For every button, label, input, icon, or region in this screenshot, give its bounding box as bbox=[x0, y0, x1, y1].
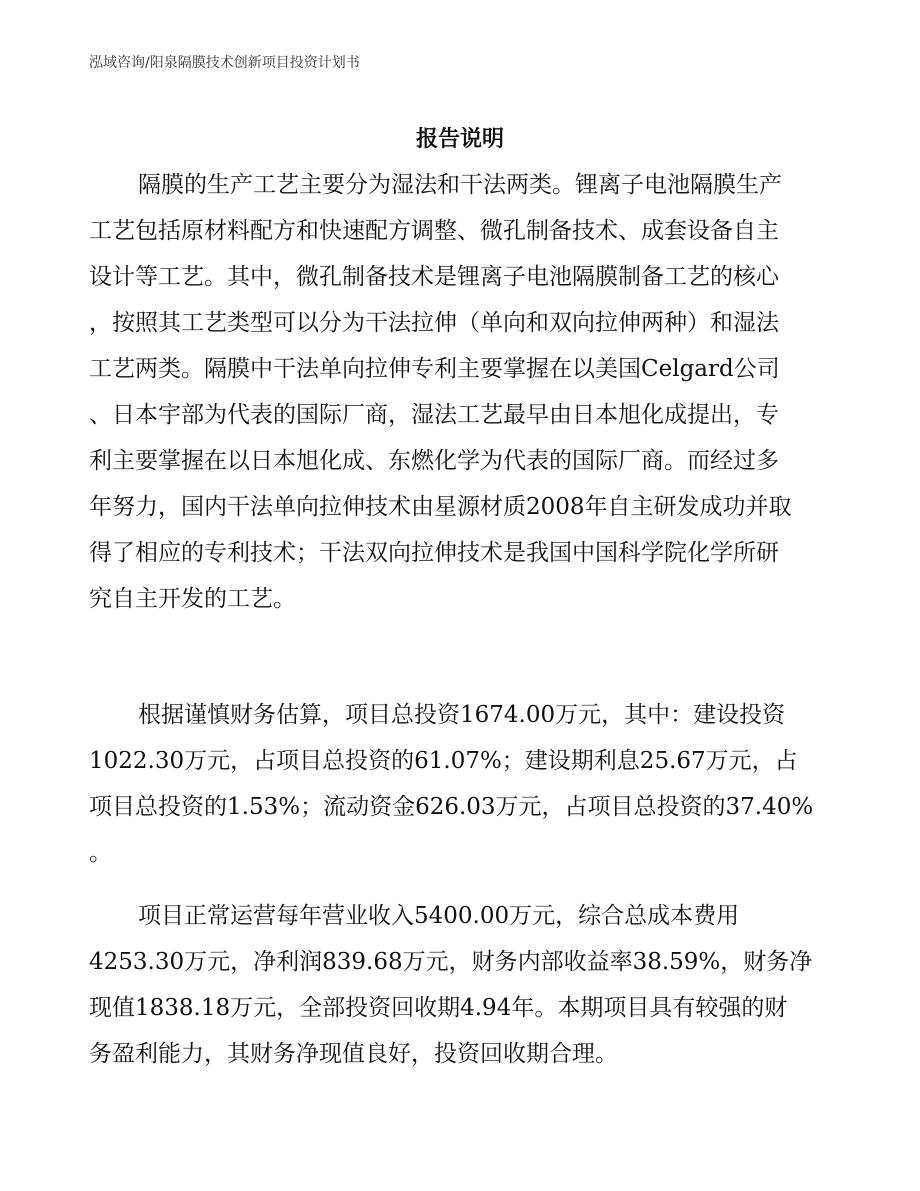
page-title: 报告说明 bbox=[415, 127, 504, 152]
text-line: 工艺包括原材料配方和快速配方调整、微孔制备技术、成套设备自主 bbox=[89, 218, 779, 244]
text-line: 根据谨慎财务估算，项目总投资1674.00万元，其中：建设投资 bbox=[138, 702, 786, 728]
text-line: ，按照其工艺类型可以分为干法拉伸（单向和双向拉伸两种）和湿法 bbox=[89, 310, 779, 336]
paragraph-revenue bbox=[89, 893, 834, 1077]
paragraph-investment bbox=[89, 692, 834, 876]
text-line: 究自主开发的工艺。 bbox=[89, 586, 296, 612]
text-line: 隔膜的生产工艺主要分为湿法和干法两类。锂离子电池隔膜生产 bbox=[138, 172, 782, 198]
text-line: 4253.30万元，净利润839.68万元，财务内部收益率38.59%，财务净 bbox=[89, 949, 813, 975]
text-line: 现值1838.18万元，全部投资回收期4.94年。本期项目具有较强的财 bbox=[89, 995, 788, 1021]
text-line: 1022.30万元，占项目总投资的61.07%；建设期利息25.67万元，占 bbox=[89, 748, 798, 774]
text-line: 工艺两类。隔膜中干法单向拉伸专利主要掌握在以美国Celgard公司 bbox=[89, 356, 780, 382]
text-line: 得了相应的专利技术；干法双向拉伸技术是我国中国科学院化学所研 bbox=[89, 540, 779, 566]
text-line: 务盈利能力，其财务净现值良好，投资回收期合理。 bbox=[89, 1041, 618, 1067]
text-line: 、日本宇部为代表的国际厂商，湿法工艺最早由日本旭化成提出，专 bbox=[89, 402, 779, 428]
text-line: 设计等工艺。其中，微孔制备技术是锂离子电池隔膜制备工艺的核心 bbox=[89, 264, 779, 290]
text-line: 利主要掌握在以日本旭化成、东燃化学为代表的国际厂商。而经过多 bbox=[89, 448, 779, 474]
text-line: 。 bbox=[89, 840, 112, 866]
text-line: 项目正常运营每年营业收入5400.00万元，综合总成本费用 bbox=[138, 903, 740, 929]
text-line: 项目总投资的1.53%；流动资金626.03万元，占项目总投资的37.40% bbox=[89, 794, 814, 820]
running-header: 泓域咨询/阳泉隔膜技术创新项目投资计划书 bbox=[89, 55, 360, 71]
text-line: 年努力，国内干法单向拉伸技术由星源材质2008年自主研发成功并取 bbox=[89, 494, 792, 520]
paragraph-process bbox=[89, 162, 834, 622]
